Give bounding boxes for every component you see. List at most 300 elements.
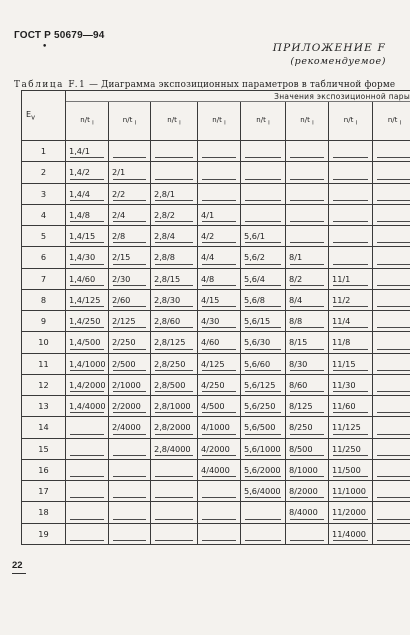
- exposure-pair-value: 8/2: [289, 273, 303, 284]
- exposure-pair-cell: [329, 162, 373, 183]
- exposure-pair-value: 1,4/125: [69, 294, 101, 305]
- exposure-pair-cell: [109, 162, 151, 183]
- exposure-pair-value: 2,8/4000: [154, 443, 191, 454]
- exposure-pair-value: 8/15: [289, 337, 308, 348]
- exposure-pair-value: 8/125: [289, 401, 313, 412]
- exposure-pair-cell: [109, 204, 151, 225]
- exposure-pair-cell: [373, 353, 410, 374]
- exposure-pair-cell: [286, 481, 329, 502]
- table-row: [22, 417, 410, 438]
- column-header-sub: i: [312, 120, 314, 127]
- exposure-pair-value: 11/4000: [332, 528, 367, 539]
- exposure-pair-value: 2,8/15: [154, 273, 181, 284]
- exposure-pair-value: 5,6/4000: [244, 486, 281, 497]
- exposure-pair-cell: [66, 332, 109, 353]
- table-caption-text: — Диаграмма экспозиционных параметров в табличной форме: [89, 80, 396, 90]
- exposure-pair-cell: [66, 141, 109, 162]
- ev-value: 8: [22, 289, 66, 310]
- exposure-pair-cell: [286, 353, 329, 374]
- ev-value: 14: [22, 417, 66, 438]
- exposure-pair-value: 2/15: [112, 252, 131, 263]
- exposure-pair-value: 11/15: [332, 358, 356, 369]
- exposure-pair-value: 4/30: [201, 316, 220, 327]
- exposure-pair-value: 2/2000: [112, 401, 141, 412]
- exposure-pair-cell: [151, 502, 198, 523]
- exposure-pair-cell: [329, 459, 373, 480]
- exposure-pair-value: 5,6/1000: [244, 443, 281, 454]
- exposure-pair-cell: [241, 268, 286, 289]
- table-row: [22, 523, 410, 545]
- exposure-pair-cell: [151, 438, 198, 459]
- table-row: [22, 247, 410, 268]
- exposure-pair-cell: [66, 396, 109, 417]
- exposure-pair-value: 4/125: [201, 358, 225, 369]
- exposure-pair-cell: [329, 353, 373, 374]
- exposure-pair-value: 1,4/250: [69, 316, 101, 327]
- exposure-pair-cell: [329, 141, 373, 162]
- exposure-pair-cell: [373, 141, 410, 162]
- exposure-pair-value: 2/8: [112, 231, 126, 242]
- column-header: [329, 102, 373, 141]
- exposure-pair-cell: [198, 374, 241, 395]
- exposure-pair-cell: [198, 162, 241, 183]
- exposure-pair-value: 2/500: [112, 358, 136, 369]
- exposure-pair-cell: [66, 417, 109, 438]
- exposure-pair-cell: [373, 311, 410, 332]
- exposure-pair-value: 2/125: [112, 316, 136, 327]
- exposure-pair-cell: [66, 162, 109, 183]
- exposure-pair-cell: [109, 523, 151, 545]
- column-header-sub: i: [399, 120, 402, 127]
- exposure-pair-value: 5,6/2: [244, 252, 265, 263]
- table-row: [22, 204, 410, 225]
- exposure-pair-cell: [373, 523, 410, 545]
- exposure-pair-cell: [151, 481, 198, 502]
- exposure-pair-cell: [286, 247, 329, 268]
- exposure-pair-value: 2,8/8: [154, 252, 175, 263]
- table-row: [22, 226, 410, 247]
- exposure-pair-value: 8/8: [289, 316, 303, 327]
- exposure-pair-value: 2/1000: [112, 379, 141, 390]
- exposure-pair-value: 5,6/30: [244, 337, 271, 348]
- exposure-pair-value: 11/1000: [332, 486, 367, 497]
- exposure-pair-value: 1,4/4000: [69, 401, 106, 412]
- exposure-pair-value: 2,8/60: [154, 316, 181, 327]
- exposure-pair-value: 4/1: [201, 209, 215, 220]
- column-header-label: n/t: [167, 115, 177, 124]
- exposure-pair-cell: [66, 311, 109, 332]
- exposure-pair-cell: [241, 396, 286, 417]
- exposure-pair-cell: [286, 417, 329, 438]
- exposure-pair-cell: [241, 438, 286, 459]
- exposure-pair-cell: [109, 353, 151, 374]
- exposure-pair-value: 2,8/2: [154, 209, 175, 220]
- exposure-pair-value: 4/2: [201, 231, 215, 242]
- exposure-pair-cell: [241, 374, 286, 395]
- exposure-pair-cell: [329, 374, 373, 395]
- exposure-pair-cell: [109, 247, 151, 268]
- exposure-pair-cell: [109, 374, 151, 395]
- exposure-pair-value: 1,4/8: [69, 209, 90, 220]
- table-row: [22, 141, 410, 162]
- ev-value: 4: [22, 204, 66, 225]
- exposure-pair-cell: [241, 332, 286, 353]
- table-row: [22, 374, 410, 395]
- exposure-pair-cell: [241, 459, 286, 480]
- table-row: [22, 268, 410, 289]
- exposure-pair-cell: [286, 374, 329, 395]
- exposure-pair-value: 11/2000: [332, 507, 367, 518]
- exposure-pair-cell: [373, 332, 410, 353]
- exposure-pair-cell: [329, 438, 373, 459]
- exposure-pair-cell: [66, 374, 109, 395]
- exposure-pair-value: 2,8/1: [154, 188, 175, 199]
- column-header-sub: i: [92, 120, 94, 127]
- exposure-pair-value: 2,8/125: [154, 337, 186, 348]
- exposure-pair-value: 5,6/60: [244, 358, 271, 369]
- exposure-pair-cell: [66, 481, 109, 502]
- appendix-title: ПРИЛОЖЕНИЕ F: [272, 42, 386, 54]
- exposure-pair-cell: [241, 481, 286, 502]
- exposure-pair-cell: [329, 289, 373, 310]
- exposure-pair-cell: [286, 311, 329, 332]
- exposure-pair-cell: [241, 141, 286, 162]
- exposure-pair-cell: [329, 523, 373, 545]
- ev-value: 10: [22, 332, 66, 353]
- exposure-pair-value: 1,4/1: [69, 146, 90, 157]
- table-row: [22, 162, 410, 183]
- exposure-pair-cell: [329, 247, 373, 268]
- exposure-pair-cell: [241, 162, 286, 183]
- exposure-pair-cell: [329, 417, 373, 438]
- exposure-pair-cell: [329, 183, 373, 204]
- column-header-sub: i: [134, 120, 137, 127]
- exposure-pair-cell: [66, 226, 109, 247]
- exposure-pair-cell: [286, 162, 329, 183]
- exposure-pair-cell: [373, 289, 410, 310]
- exposure-pair-cell: [373, 204, 410, 225]
- exposure-pair-cell: [151, 332, 198, 353]
- exposure-pair-cell: [373, 183, 410, 204]
- exposure-pair-cell: [241, 289, 286, 310]
- exposure-pair-cell: [241, 311, 286, 332]
- exposure-pair-cell: [66, 438, 109, 459]
- exposure-pair-cell: [286, 502, 329, 523]
- exposure-pair-value: 2/30: [112, 273, 131, 284]
- exposure-pair-cell: [198, 481, 241, 502]
- margin-dot: •: [42, 42, 48, 52]
- exposure-pair-cell: [151, 183, 198, 204]
- exposure-pair-value: 1,4/2000: [69, 379, 106, 390]
- exposure-pair-value: 4/8: [201, 273, 215, 284]
- table-row: [22, 332, 410, 353]
- table-row: [22, 183, 410, 204]
- exposure-pair-value: 1,4/500: [69, 337, 101, 348]
- exposure-pair-cell: [198, 289, 241, 310]
- exposure-pair-value: 11/125: [332, 422, 361, 433]
- exposure-pair-cell: [198, 311, 241, 332]
- ev-value: 3: [22, 183, 66, 204]
- page-number-underline: [12, 573, 26, 574]
- column-header: [241, 102, 286, 141]
- column-header-label: n/t: [80, 115, 90, 124]
- exposure-pair-value: 8/30: [289, 358, 308, 369]
- ev-value: 9: [22, 311, 66, 332]
- exposure-pair-cell: [109, 141, 151, 162]
- column-header: [66, 102, 109, 141]
- exposure-pair-value: 8/500: [289, 443, 313, 454]
- exposure-pair-cell: [66, 353, 109, 374]
- exposure-pair-value: 2/2: [112, 188, 126, 199]
- exposure-pair-value: 2,8/500: [154, 379, 186, 390]
- table-row: [22, 289, 410, 310]
- exposure-pair-cell: [151, 141, 198, 162]
- exposure-pair-cell: [109, 332, 151, 353]
- exposure-pair-cell: [198, 183, 241, 204]
- exposure-pair-cell: [66, 204, 109, 225]
- exposure-pair-cell: [329, 396, 373, 417]
- exposure-pair-value: 2,8/4: [154, 231, 175, 242]
- exposure-pair-value: 2/1: [112, 167, 126, 178]
- exposure-pair-value: 1,4/30: [69, 252, 96, 263]
- exposure-pair-cell: [286, 289, 329, 310]
- table-caption: [14, 80, 395, 90]
- column-header: [373, 102, 410, 141]
- exposure-pair-value: 11/500: [332, 464, 361, 475]
- exposure-pair-cell: [198, 141, 241, 162]
- ev-value: 18: [22, 502, 66, 523]
- exposure-pair-cell: [373, 374, 410, 395]
- exposure-pair-value: 2/4: [112, 209, 126, 220]
- exposure-pair-cell: [329, 268, 373, 289]
- exposure-pair-cell: [373, 226, 410, 247]
- exposure-pair-cell: [151, 226, 198, 247]
- exposure-pair-cell: [286, 226, 329, 247]
- exposure-pair-cell: [66, 268, 109, 289]
- exposure-pair-cell: [198, 353, 241, 374]
- column-header-label: n/t: [300, 115, 310, 124]
- exposure-pair-cell: [198, 396, 241, 417]
- exposure-pair-value: 1,4/60: [69, 273, 96, 284]
- exposure-pair-value: 5,6/4: [244, 273, 265, 284]
- exposure-pair-cell: [286, 332, 329, 353]
- exposure-pair-value: 4/15: [201, 294, 220, 305]
- ev-value: 7: [22, 268, 66, 289]
- exposure-pair-cell: [151, 289, 198, 310]
- column-header: [198, 102, 241, 141]
- exposure-pair-cell: [109, 226, 151, 247]
- appendix-note: (рекомендуемое): [290, 56, 386, 67]
- exposure-pair-cell: [109, 502, 151, 523]
- exposure-pair-value: 11/4: [332, 316, 351, 327]
- exposure-pair-value: 4/1000: [201, 422, 230, 433]
- table-body: [22, 141, 410, 545]
- exposure-pair-cell: [286, 459, 329, 480]
- exposure-pair-cell: [241, 204, 286, 225]
- exposure-pair-value: 1,4/4: [69, 188, 90, 199]
- exposure-pair-cell: [373, 396, 410, 417]
- exposure-pair-value: 4/500: [201, 401, 225, 412]
- exposure-pair-value: 11/2: [332, 294, 351, 305]
- column-header-sub: i: [355, 120, 358, 127]
- exposure-pair-cell: [373, 162, 410, 183]
- exposure-pair-cell: [198, 226, 241, 247]
- table-row: [22, 459, 410, 480]
- ev-value: 13: [22, 396, 66, 417]
- table-row: [22, 481, 410, 502]
- exposure-pair-value: 8/60: [289, 379, 308, 390]
- ev-value: 1: [22, 141, 66, 162]
- exposure-pair-value: 2,8/250: [154, 358, 186, 369]
- exposure-pair-value: 1,4/2: [69, 167, 90, 178]
- exposure-pair-cell: [151, 247, 198, 268]
- exposure-pair-cell: [109, 481, 151, 502]
- ev-header-label: Е: [26, 109, 32, 119]
- exposure-pair-cell: [329, 311, 373, 332]
- ev-header-sub: v: [31, 113, 36, 122]
- exposure-pair-cell: [198, 332, 241, 353]
- exposure-pair-value: 1,4/1000: [69, 358, 106, 369]
- exposure-pair-value: 8/2000: [289, 486, 318, 497]
- table-row: [22, 311, 410, 332]
- table-row: [22, 502, 410, 523]
- column-header: [286, 102, 329, 141]
- column-header-label: n/t: [122, 115, 133, 124]
- exposure-pair-value: 5,6/15: [244, 316, 271, 327]
- exposure-pair-cell: [198, 204, 241, 225]
- exposure-pair-cell: [286, 204, 329, 225]
- exposure-pair-value: 4/2000: [201, 443, 230, 454]
- exposure-pair-value: 11/60: [332, 401, 356, 412]
- exposure-pair-cell: [109, 183, 151, 204]
- exposure-pair-cell: [66, 289, 109, 310]
- ev-header: [22, 91, 66, 141]
- exposure-pair-cell: [329, 502, 373, 523]
- exposure-pair-cell: [198, 417, 241, 438]
- exposure-pair-cell: [241, 417, 286, 438]
- exposure-pair-cell: [109, 268, 151, 289]
- exposure-pair-cell: [329, 226, 373, 247]
- exposure-pair-value: 5,6/500: [244, 422, 276, 433]
- exposure-pair-cell: [373, 481, 410, 502]
- exposure-pair-cell: [198, 438, 241, 459]
- exposure-pair-value: 4/250: [201, 379, 225, 390]
- exposure-pair-value: 1,4/15: [69, 231, 96, 242]
- exposure-pair-cell: [373, 438, 410, 459]
- exposure-pair-cell: [241, 502, 286, 523]
- ev-value: 5: [22, 226, 66, 247]
- exposure-pair-cell: [373, 459, 410, 480]
- exposure-pair-cell: [373, 417, 410, 438]
- ev-value: 6: [22, 247, 66, 268]
- exposure-pair-cell: [109, 417, 151, 438]
- exposure-pair-cell: [151, 459, 198, 480]
- exposure-pair-cell: [286, 396, 329, 417]
- exposure-pair-cell: [151, 374, 198, 395]
- exposure-pair-value: 5,6/1: [244, 231, 265, 242]
- exposure-pair-cell: [66, 523, 109, 545]
- ev-value: 12: [22, 374, 66, 395]
- column-header-label: n/t: [212, 115, 222, 124]
- column-header-row: [22, 102, 410, 141]
- exposure-pair-cell: [109, 311, 151, 332]
- exposure-pair-cell: [151, 396, 198, 417]
- exposure-pair-cell: [198, 502, 241, 523]
- exposure-pair-value: 8/1000: [289, 464, 318, 475]
- exposure-pair-cell: [151, 417, 198, 438]
- exposure-pair-cell: [66, 502, 109, 523]
- exposure-pair-cell: [329, 481, 373, 502]
- exposure-pair-cell: [198, 523, 241, 545]
- ev-value: 2: [22, 162, 66, 183]
- exposure-pair-value: 4/60: [201, 337, 220, 348]
- column-header-sub: i: [268, 120, 270, 127]
- exposure-table: [21, 90, 410, 545]
- column-header-label: n/t: [343, 115, 354, 124]
- exposure-pair-cell: [109, 459, 151, 480]
- exposure-pair-value: 8/4: [289, 294, 303, 305]
- ev-value: 19: [22, 523, 66, 545]
- column-header: [151, 102, 198, 141]
- standard-number: ГОСТ Р 50679—94: [14, 30, 105, 41]
- exposure-pair-cell: [241, 226, 286, 247]
- exposure-pair-value: 11/8: [332, 337, 351, 348]
- column-header-sub: i: [224, 120, 226, 127]
- exposure-pair-cell: [109, 289, 151, 310]
- exposure-pair-cell: [286, 523, 329, 545]
- table-row: [22, 396, 410, 417]
- exposure-pair-cell: [109, 396, 151, 417]
- exposure-pair-value: 2/60: [112, 294, 131, 305]
- exposure-pair-cell: [241, 183, 286, 204]
- exposure-pair-cell: [373, 247, 410, 268]
- exposure-pair-cell: [329, 332, 373, 353]
- column-header-label: n/t: [387, 115, 398, 124]
- exposure-pair-cell: [373, 502, 410, 523]
- exposure-pair-value: 5,6/250: [244, 401, 276, 412]
- exposure-pair-cell: [151, 204, 198, 225]
- exposure-pair-cell: [198, 247, 241, 268]
- exposure-pair-cell: [66, 459, 109, 480]
- exposure-pair-cell: [241, 247, 286, 268]
- table-row: [22, 438, 410, 459]
- ev-value: 15: [22, 438, 66, 459]
- exposure-pair-cell: [151, 311, 198, 332]
- column-header: [109, 102, 151, 141]
- exposure-pair-cell: [66, 247, 109, 268]
- table-caption-label: Таблица F.1: [14, 80, 87, 90]
- exposure-pair-cell: [241, 523, 286, 545]
- exposure-pair-cell: [151, 162, 198, 183]
- ev-value: 16: [22, 459, 66, 480]
- exposure-pair-cell: [286, 268, 329, 289]
- ev-value: 11: [22, 353, 66, 374]
- exposure-pair-cell: [286, 183, 329, 204]
- exposure-pair-cell: [198, 459, 241, 480]
- exposure-pair-cell: [329, 204, 373, 225]
- exposure-pair-cell: [151, 523, 198, 545]
- exposure-pair-cell: [109, 438, 151, 459]
- column-header-sub: i: [179, 120, 181, 127]
- exposure-pair-value: 4/4: [201, 252, 215, 263]
- exposure-pair-value: 8/4000: [289, 507, 318, 518]
- exposure-pair-value: 2,8/30: [154, 294, 181, 305]
- column-header-label: n/t: [256, 115, 266, 124]
- exposure-pair-value: 2,8/2000: [154, 422, 191, 433]
- exposure-pair-value: 5,6/8: [244, 294, 265, 305]
- exposure-pair-value: 2/250: [112, 337, 136, 348]
- exposure-pair-value: 2/4000: [112, 422, 141, 433]
